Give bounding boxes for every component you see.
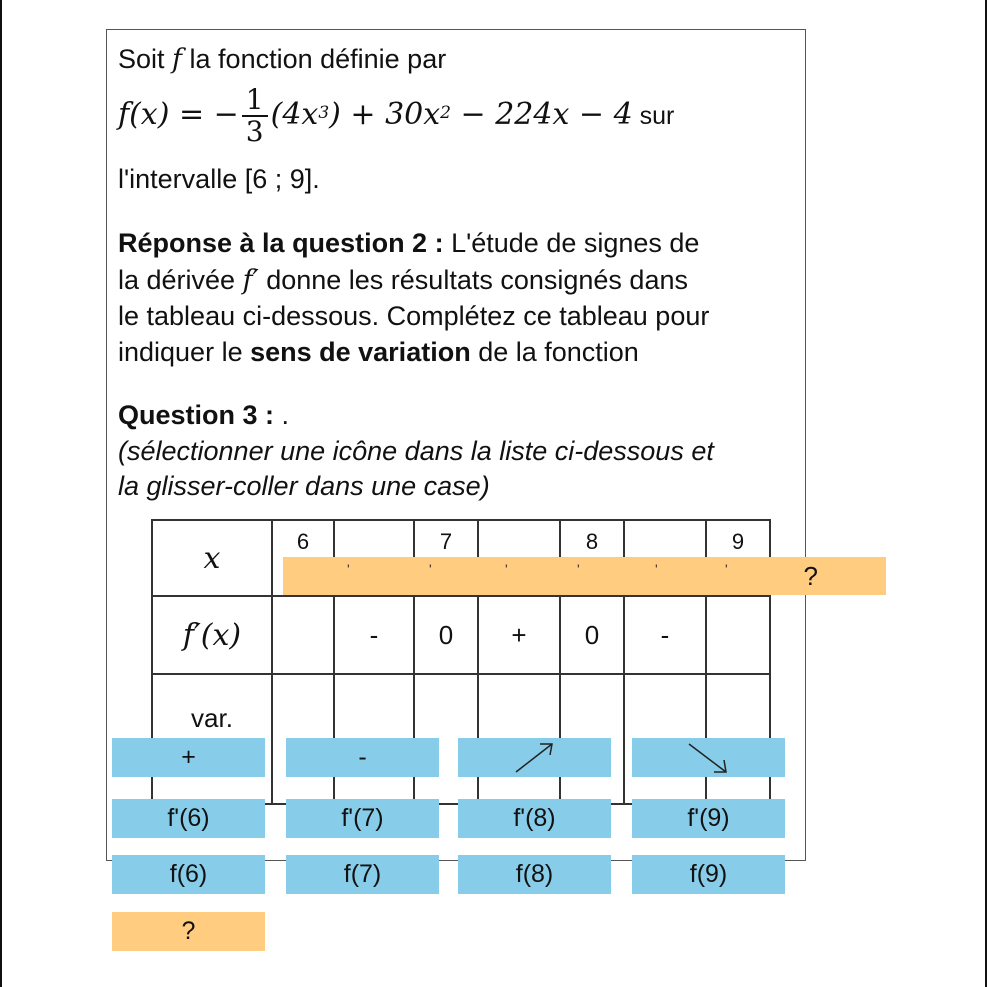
- arrow-down-right-icon: [632, 738, 785, 777]
- arrow-up-right-icon: [458, 738, 611, 777]
- answer2-line-2: la dérivée f′ donne les résultats consignés dans: [118, 265, 688, 296]
- tile-f-7[interactable]: f(7): [286, 855, 439, 894]
- tile-fprime-9[interactable]: f'(9): [632, 799, 785, 838]
- tick-mark: ': [655, 561, 658, 577]
- x-header-cell: x: [152, 520, 272, 596]
- tile-fprime-8[interactable]: f'(8): [458, 799, 611, 838]
- drop-target-band[interactable]: [283, 557, 886, 595]
- tile-arrow-down[interactable]: [632, 738, 785, 777]
- fraction-one-third: $\frac{1}{3}$: [242, 85, 268, 147]
- answer2-line-1: Réponse à la question 2 : L'étude de signes de: [118, 228, 700, 258]
- question3-title: Question 3 : .: [118, 400, 290, 430]
- sign-cell: 0: [560, 596, 624, 674]
- tile-f-6[interactable]: f(6): [112, 855, 265, 894]
- function-formula: f(x) = − $\frac{1}{3}$ $(4x^3) + 30x^2 - 224x - 4$ sur: [118, 83, 675, 149]
- interval-line: l'intervalle [6 ; 9].: [118, 164, 320, 194]
- tick-mark: ': [725, 561, 728, 577]
- x-value-cell: 8: [560, 520, 624, 596]
- tile-plus[interactable]: +: [112, 738, 265, 777]
- question3-instruction-2: la glisser-coller dans une case): [118, 471, 490, 501]
- intro-line-1: Soit f la fonction définie par: [118, 44, 447, 75]
- answer2-line-4: indiquer le sens de variation de la fonction: [118, 337, 639, 367]
- x-value-cell: 9: [706, 520, 770, 596]
- var-header-cell: var.: [152, 674, 272, 804]
- answer2-line-3: le tableau ci-dessous. Complétez ce tableau pour: [118, 301, 710, 331]
- tick-mark: ': [577, 561, 580, 577]
- tick-mark: ': [347, 561, 350, 577]
- question3-instruction-1: (sélectionner une icône dans la liste ci-dessous et: [118, 436, 714, 466]
- tile-minus[interactable]: -: [286, 738, 439, 777]
- tick-mark: ': [505, 561, 508, 577]
- x-value-cell: 6: [272, 520, 334, 596]
- sign-cell: +: [478, 596, 560, 674]
- tile-fprime-6[interactable]: f'(6): [112, 799, 265, 838]
- tile-arrow-up[interactable]: [458, 738, 611, 777]
- sign-cell: 0: [414, 596, 478, 674]
- sign-cell: [272, 596, 334, 674]
- sign-cell: [706, 596, 770, 674]
- left-edge: [0, 0, 2, 987]
- sign-cell: -: [334, 596, 414, 674]
- drop-band-question-mark: ?: [803, 561, 818, 591]
- sign-cell: -: [624, 596, 706, 674]
- tile-f-9[interactable]: f(9): [632, 855, 785, 894]
- fprime-header-cell: f′(x): [152, 596, 272, 674]
- tile-f-8[interactable]: f(8): [458, 855, 611, 894]
- tile-question-mark[interactable]: ?: [112, 912, 265, 951]
- tile-fprime-7[interactable]: f'(7): [286, 799, 439, 838]
- tick-mark: ': [429, 561, 432, 577]
- x-value-cell: 7: [414, 520, 478, 596]
